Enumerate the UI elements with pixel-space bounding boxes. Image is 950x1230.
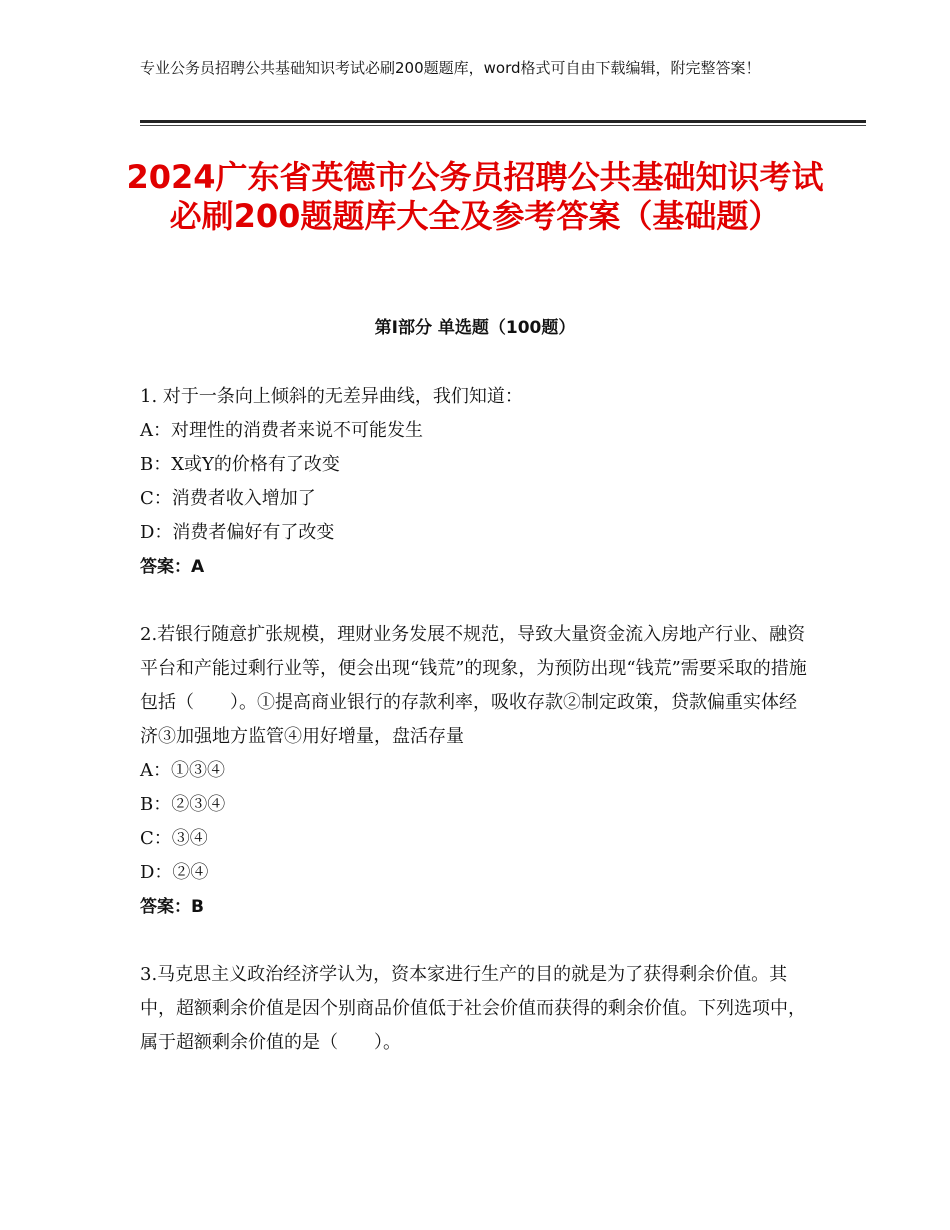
option-b: B：X或Y的价格有了改变 (140, 454, 340, 475)
option-a: A：①③④ (140, 760, 225, 781)
question-stem: 3.马克思主义政治经济学认为，资本家进行生产的目的就是为了获得剩余价值。其中，超额剩余价值是因个别商品价值低于社会价值而获得的剩余价值。下列选项中，属于超额剩余价值的是（ ）。 (140, 964, 806, 1053)
section-title: 第Ⅰ部分 单选题（100题） (374, 318, 576, 338)
answer: 答案：A (140, 557, 205, 577)
question-stem: 1. 对于一条向上倾斜的无差异曲线，我们知道： (140, 386, 523, 407)
option-b: B：②③④ (140, 794, 226, 815)
option-d: D：消费者偏好有了改变 (140, 522, 335, 543)
question-3 (140, 958, 810, 1060)
document-title: 2024广东省英德市公务员招聘公共基础知识考试必刷200题题库大全及参考答案（基础题） (126, 158, 824, 235)
question-stem: 2.若银行随意扩张规模，理财业务发展不规范，导致大量资金流入房地产行业、融资平台和产能过剩行业等，便会出现“钱荒”的现象，为预防出现“钱荒”需要采取的措施包括（ ）。①提高商业银行的存款利率，吸收存款②制定政策，贷款偏重实体经济③加强地方监管④用好增量，盘活存量 (140, 624, 807, 747)
question-list (140, 380, 810, 1060)
question-1 (140, 380, 810, 584)
answer: 答案：B (140, 897, 204, 917)
header-note: 专业公务员招聘公共基础知识考试必刷200题题库，word格式可自由下载编辑，附完整答案！ (140, 59, 761, 77)
option-c: C：③④ (140, 828, 208, 849)
header-rule-thick (140, 120, 866, 123)
question-2 (140, 618, 810, 924)
option-c: C：消费者收入增加了 (140, 488, 316, 509)
header-rule-thin (140, 125, 866, 126)
option-d: D：②④ (140, 862, 209, 883)
option-a: A：对理性的消费者来说不可能发生 (140, 420, 423, 441)
